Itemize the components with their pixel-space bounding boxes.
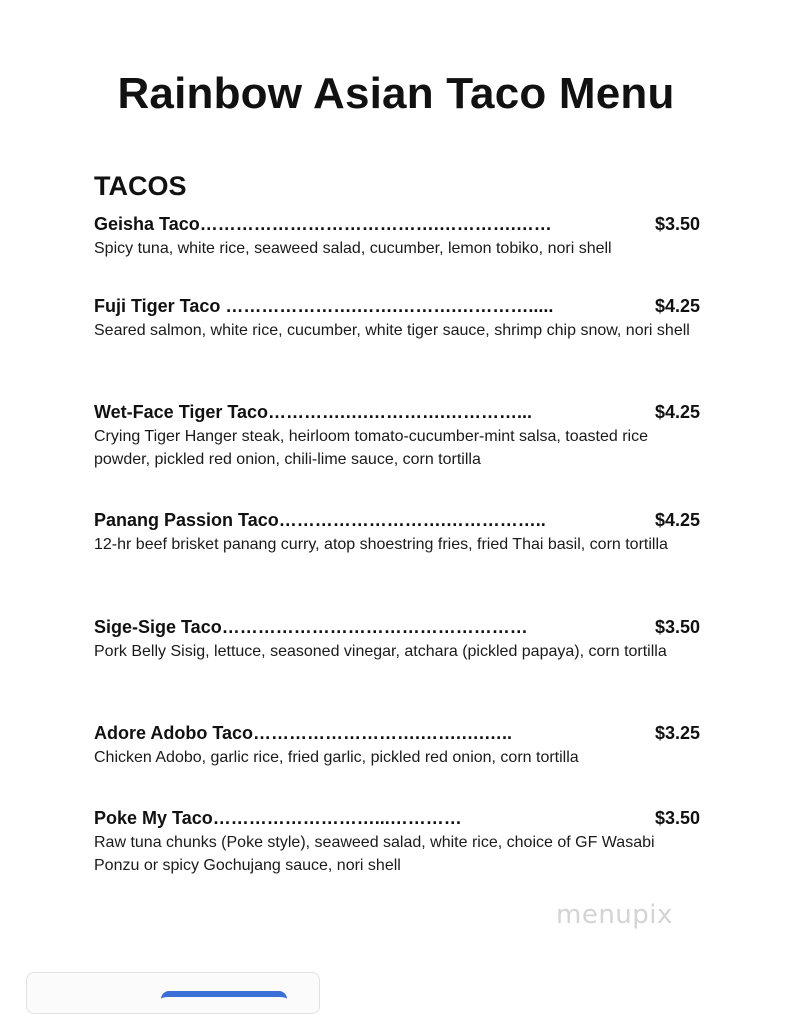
card-accent-fragment [161, 991, 287, 1011]
item-name: Sige-Sige Taco…………………………………………… [94, 617, 528, 637]
item-price: $3.50 [654, 214, 700, 234]
item-description: Spicy tuna, white rice, seaweed salad, cucumber, lemon tobiko, nori shell [94, 240, 612, 257]
item-price: $3.50 [654, 808, 700, 828]
item-description: Chicken Adobo, garlic rice, fried garlic, pickled red onion, corn tortilla [94, 749, 579, 766]
item-description: 12-hr beef brisket panang curry, atop shoestring fries, fried Thai basil, corn tortilla [94, 536, 668, 553]
item-price: $4.25 [654, 510, 700, 530]
menu-item-panang-passion-taco [94, 509, 700, 556]
item-description: Seared salmon, white rice, cucumber, white tiger sauce, shrimp chip snow, nori shell [94, 322, 690, 339]
menu-item-sige-sige-taco [94, 616, 700, 663]
item-name: Geisha Taco………………………………….………….…… [94, 214, 552, 234]
item-price: $4.25 [654, 296, 700, 316]
item-name: Poke My Taco………………………...………… [94, 808, 462, 828]
page-title: Rainbow Asian Taco Menu [117, 69, 675, 118]
menupix-watermark: menupix [556, 900, 673, 930]
item-name: Panang Passion Taco……………………….…………….. [94, 510, 546, 530]
menu-item-wet-face-tiger-taco [94, 401, 700, 471]
item-price: $4.25 [654, 402, 700, 422]
item-price: $3.50 [654, 617, 700, 637]
item-name: Fuji Tiger Taco ………………….…….……….…………..... [94, 296, 554, 316]
menu-item-adore-adobo-taco [94, 722, 700, 769]
item-name: Adore Adobo Taco……………………….…….….….. [94, 723, 512, 743]
menu-item-geisha-taco [94, 213, 700, 260]
item-description: Pork Belly Sisig, lettuce, seasoned vinegar, atchara (pickled papaya), corn tortilla [94, 643, 667, 660]
item-description: Crying Tiger Hanger steak, heirloom tomato-cucumber-mint salsa, toasted rice powder, pickled red onion, chili-lime sauce, corn tortilla [94, 428, 648, 468]
item-description: Raw tuna chunks (Poke style), seaweed salad, white rice, choice of GF Wasabi Ponzu or spicy Gochujang sauce, nori shell [94, 834, 655, 874]
item-name: Wet-Face Tiger Taco………….….………….…………... [94, 402, 533, 422]
partial-card [26, 972, 320, 1014]
menu-item-poke-my-taco [94, 807, 700, 877]
menu-item-fuji-tiger-taco [94, 295, 700, 342]
item-price: $3.25 [654, 723, 700, 743]
section-title-tacos: TACOS [94, 171, 187, 201]
